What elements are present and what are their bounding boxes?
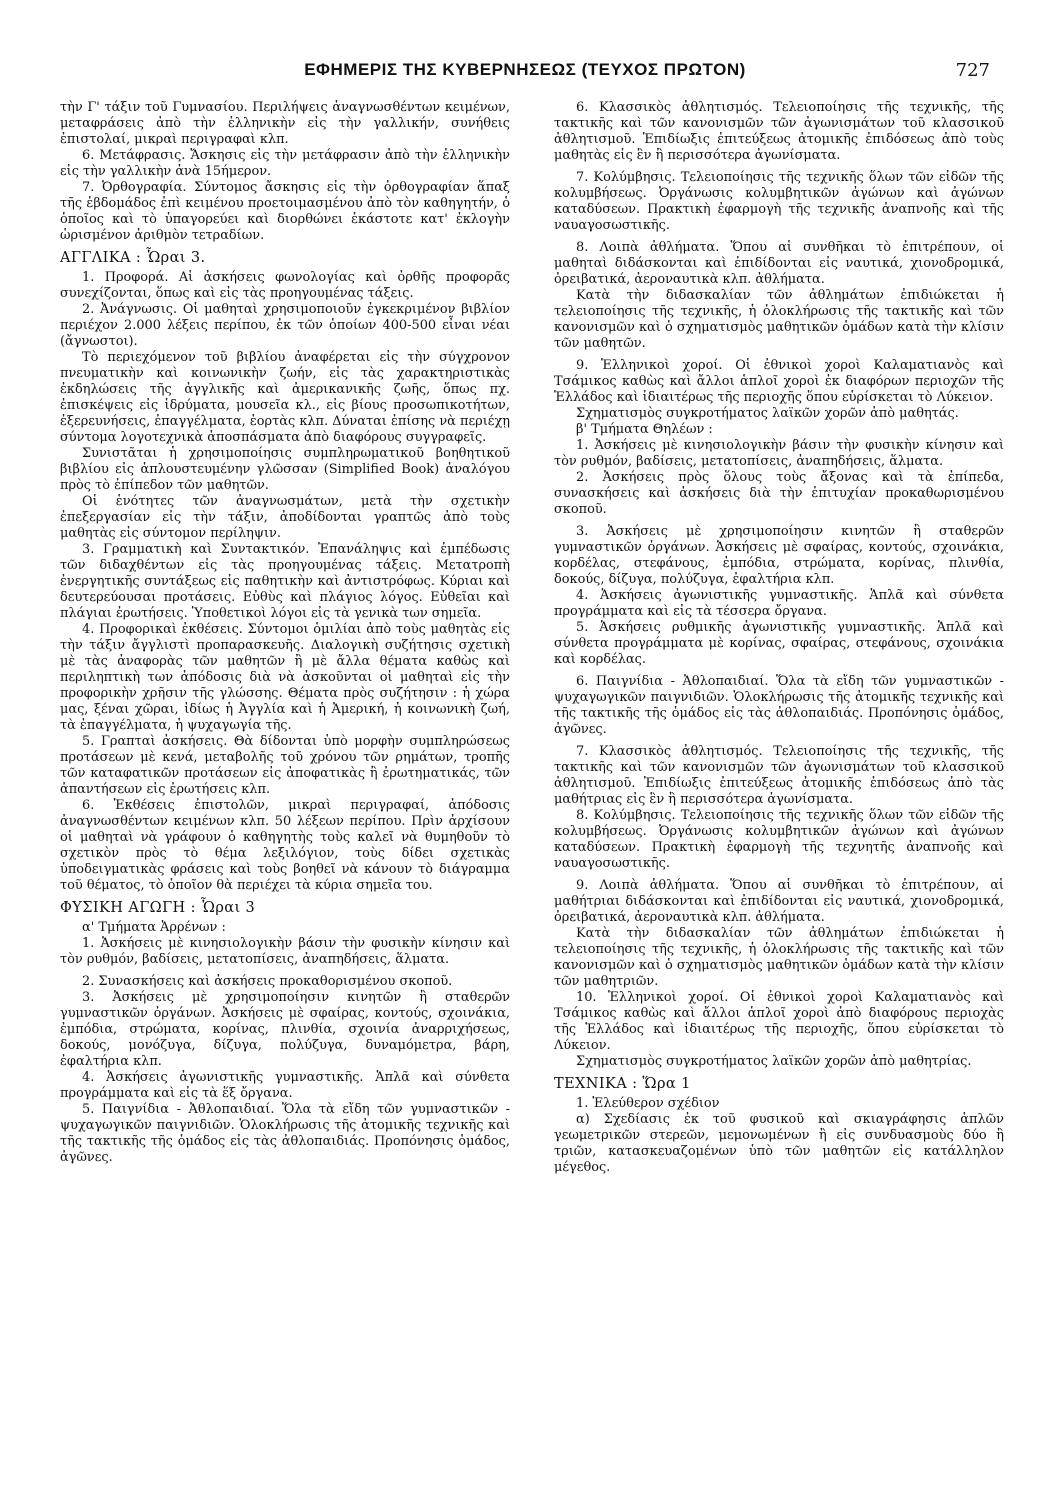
paragraph: Σχηματισμὸς συγκροτήματος λαϊκῶν χορῶν ἀπὸ μαθητάς. bbox=[576, 406, 959, 421]
paragraph: 1. Ἀσκήσεις μὲ κινησιολογικὴν βάσιν τὴν φυσικὴν κίνησιν καὶ τὸν ρυθμόν, βαδίσεις, μετατοπίσεις, ἀναπηδήσεις, ἅλματα. bbox=[60, 936, 510, 967]
paragraph: 7. Κολύμβησις. Τελειοποίησις τῆς τεχνικῆς ὅλων τῶν εἰδῶν τῆς κολυμβήσεως. Ὀργάνωσις κολυμβητικῶν ἀγώνων καὶ ἀγώνων καταδύσεων. Πρακτικὴ ἐφαρμογὴ τῆς τεχνικῆς ἀναπνοῆς καὶ τῆς ναυαγοσωστικῆς. bbox=[554, 170, 1004, 233]
paragraph: 4. Ἀσκήσεις ἀγωνιστικῆς γυμναστικῆς. Ἁπλᾶ καὶ σύνθετα προγράμματα καὶ εἰς τὰ τέσσερα ὄργανα. bbox=[554, 588, 1004, 619]
paragraph: 6. Κλασσικὸς ἀθλητισμός. Τελειοποίησις τῆς τεχνικῆς, τῆς τακτικῆς καὶ τῶν κανονισμῶν τῶν ἀγωνισμάτων τοῦ κλασσικοῦ ἀθλητισμοῦ. Ἐπιδίωξις ἐπιτεύξεως ἀτομικῆς ἐπιδόσεως ἀπὸ τοὺς μαθητὰς εἰς ἓν ἢ περισσότερα ἀγωνίσματα. bbox=[554, 100, 1004, 163]
paragraph: 3. Ἀσκήσεις μὲ χρησιμοποίησιν κινητῶν ἢ σταθερῶν γυμναστικῶν ὀργάνων. Ἀσκήσεις μὲ σφαίρας, κοντούς, σχοινάκια, ἐμπόδια, στρώματα, κορίνας, πλινθία, σχοινία ἀναρριχήσεως, δοκούς, μονόζυγα, δίζυγα, πολύζυγα, δυναμόμετρα, βάρη, ἐφαλτήρια κλπ. bbox=[60, 990, 510, 1069]
paragraph: 6. Παιγνίδια - Ἀθλοπαιδιαί. Ὅλα τὰ εἴδη τῶν γυμναστικῶν - ψυχαγωγικῶν παιγνιδιῶν. Ὁλοκλήρωσις τῆς ἀτομικῆς τεχνικῆς καὶ τῆς τακτικῆς τῆς ὁμάδος εἰς τὰς ἀθλοπαιδιάς. Προπόνησις ὁμάδος, ἀγῶνες. bbox=[554, 674, 1004, 737]
paragraph: 3. Γραμματικὴ καὶ Συντακτικόν. Ἐπανάληψις καὶ ἐμπέδωσις τῶν διδαχθέντων εἰς τὰς προηγουμένας τάξεις. Μετατροπὴ ἐνεργητικῆς συντάξεως εἰς παθητικὴν καὶ ἀντιστρόφως. Κύριαι καὶ δευτερεύουσαι προτάσεις. Εὐθὺς καὶ πλάγιος λόγος. Εὐθεῖαι καὶ πλάγιαι ἐρωτήσεις. Ὑποθετικοὶ λόγοι εἰς τὰ γενικὰ των σημεῖα. bbox=[60, 542, 510, 621]
paragraph: 5. Παιγνίδια - Ἀθλοπαιδιαί. Ὅλα τὰ εἴδη τῶν γυμναστικῶν - ψυχαγωγικῶν παιγνιδιῶν. Ὁλοκλήρωσις τῆς ἀτομικῆς τεχνικῆς καὶ τῆς τακτικῆς τῆς ὁμάδος εἰς τὰς ἀθλοπαιδιάς. Προπόνησις ὁμάδος, ἀγῶνες. bbox=[60, 1102, 510, 1165]
paragraph: 5. Ἀσκήσεις ρυθμικῆς ἀγωνιστικῆς γυμναστικῆς. Ἁπλᾶ καὶ σύνθετα προγράμματα μὲ κορίνας, σφαίρας, στεφάνους, σχοινάκια καὶ κορδέλας. bbox=[554, 620, 1004, 667]
page-header bbox=[60, 58, 990, 88]
paragraph: 2. Ἀσκήσεις πρὸς ὅλους τοὺς ἄξονας καὶ τὰ ἐπίπεδα, συνασκήσεις καὶ ἀσκήσεις διὰ τὴν ἐπιτυχίαν προκαθωρισμένου σκοποῦ. bbox=[554, 470, 1004, 517]
paragraph: 8. Κολύμβησις. Τελειοποίησις τῆς τεχνικῆς ὅλων τῶν εἰδῶν τῆς κολυμβήσεως. Ὀργάνωσις κολυμβητικῶν ἀγώνων καὶ ἀγώνων καταδύσεων. Πρακτικὴ ἐφαρμογὴ τῆς τεχνητῆς ἀναπνοῆς καὶ ναυαγοσωστικῆς. bbox=[554, 808, 1004, 871]
paragraph: Οἱ ἑνότητες τῶν ἀναγνωσμάτων, μετὰ τὴν σχετικὴν ἐπεξεργασίαν εἰς τὴν τάξιν, ἀποδίδονται γραπτῶς ἀπὸ τοὺς μαθητὰς εἰς σύντομον περίληψιν. bbox=[60, 494, 510, 541]
paragraph: 2. Ἀνάγνωσις. Οἱ μαθηταὶ χρησιμοποιοῦν ἐγκεκριμένον βιβλίον περιέχον 2.000 λέξεις περίπου, ἐκ τῶν ὁποίων 400-500 εἶναι νέαι (ἄγνωστοι). bbox=[60, 302, 510, 349]
paragraph: Κατὰ τὴν διδασκαλίαν τῶν ἀθλημάτων ἐπιδιώκεται ἡ τελειοποίησις τῆς τεχνικῆς, ἡ ὁλοκλήρωσις τῆς τακτικῆς καὶ τῶν κανονισμῶν καὶ ὁ σχηματισμὸς μαθητικῶν ὁμάδων κατὰ τὴν κλίσιν τῶν μαθητῶν. bbox=[554, 288, 1004, 351]
paragraph: Συνιστᾶται ἡ χρησιμοποίησις συμπληρωματικοῦ βοηθητικοῦ βιβλίου εἰς ἁπλουστευμένην γλῶσσαν (Simplified Book) ἀναλόγου πρὸς τὸ ἐπίπεδον τῶν μαθητῶν. bbox=[60, 446, 510, 493]
paragraph: 1. Ἀσκήσεις μὲ κινησιολογικὴν βάσιν τὴν φυσικὴν κίνησιν καὶ τὸν ρυθμόν, βαδίσεις, μετατοπίσεις, ἀναπηδήσεις, ἅλματα. bbox=[554, 438, 1004, 469]
paragraph: Κατὰ τὴν διδασκαλίαν τῶν ἀθλημάτων ἐπιδιώκεται ἡ τελειοποίησις τῆς τεχνικῆς, ἡ ὁλοκλήρωσις τῆς τακτικῆς καὶ τῶν κανονισμῶν καὶ ὁ σχηματισμὸς μαθητικῶν ὁμάδων κατὰ τὴν κλίσιν τῶν μαθητριῶν. bbox=[554, 926, 1004, 989]
right-column bbox=[554, 100, 1004, 1176]
paragraph: 6. Μετάφρασις. Ἄσκησις εἰς τὴν μετάφρασιν ἀπὸ τὴν ἑλληνικὴν εἰς τὴν γαλλικὴν ἀνὰ 15ήμερον. bbox=[60, 148, 510, 179]
paragraph: 9. Ἑλληνικοὶ χοροί. Οἱ ἐθνικοὶ χοροὶ Καλαματιανὸς καὶ Τσάμικος καθὼς καὶ ἄλλοι ἁπλοῖ χοροὶ ἐκ διαφόρων περιοχῶν τῆς Ἑλλάδος καὶ ἰδιαιτέρως τῆς περιοχῆς ὅπου εὑρίσκεται τὸ Λύκειον. bbox=[554, 358, 1004, 405]
section-heading-technical: ΤΕΧΝΙΚΑ : Ὥρα 1 bbox=[554, 1076, 691, 1092]
paragraph: 10. Ἑλληνικοὶ χοροί. Οἱ ἐθνικοὶ χοροὶ Καλαματιανὸς καὶ Τσάμικος καθὼς καὶ ἄλλοι ἁπλοῖ χοροὶ ἀπὸ διαφόρους περιοχὰς τῆς Ἑλλάδος καὶ ἰδιαιτέρως τῆς περιοχῆς, ὅπου εὑρίσκεται τὸ Λύκειον. bbox=[554, 990, 1004, 1053]
paragraph: α) Σχεδίασις ἐκ τοῦ φυσικοῦ καὶ σκιαγράφησις ἁπλῶν γεωμετρικῶν στερεῶν, μεμονωμένων ἢ εἰς συνδυασμοὺς δύο ἢ τριῶν, κατασκευαζομένων ὑπὸ τῶν μαθητῶν εἰς κατάλληλον μέγεθος. bbox=[554, 1112, 1004, 1175]
paragraph: 5. Γραπταὶ ἀσκήσεις. Θὰ δίδονται ὑπὸ μορφὴν συμπληρώσεως προτάσεων μὲ κενά, μεταβολῆς τοῦ χρόνου τῶν ρημάτων, τροπῆς τῶν καταφατικῶν προτάσεων εἰς ἀποφατικὰς ἢ ἐρωτηματικάς, τῶν ἀπαντήσεων εἰς ἐρωτήσεις κλπ. bbox=[60, 734, 510, 797]
paragraph: 6. Ἐκθέσεις ἐπιστολῶν, μικραὶ περιγραφαί, ἀπόδοσις ἀναγνωσθέντων κειμένων κλπ. 50 λέξεων περίπου. Πρὶν ἀρχίσουν οἱ μαθηταὶ νὰ γράφουν ὁ καθηγητὴς τοὺς καλεῖ νὰ θυμηθοῦν τὸ σχετικὸν πρὸς τὸ θέμα λεξιλόγιον, τοὺς δίδει σχετικὰς ὑποδειγματικὰς φράσεις καὶ τοὺς βοηθεῖ νὰ κάνουν τὸ διάγραμμα τοῦ θέματος, τὸ ὁποῖον θὰ περιέχει τὰ κύρια σημεῖα του. bbox=[60, 798, 510, 893]
paragraph: 7. Κλασσικὸς ἀθλητισμός. Τελειοποίησις τῆς τεχνικῆς, τῆς τακτικῆς καὶ τῶν κανονισμῶν τῶν ἀγωνισμάτων τοῦ κλασσικοῦ ἀθλητισμοῦ. Ἐπιδίωξις ἐπιτεύξεως ἀτομικῆς ἐπιδόσεως ἀπὸ τὰς μαθήτριας εἰς ἓν ἢ περισσότερα ἀγωνίσματα. bbox=[554, 744, 1004, 807]
paragraph: 8. Λοιπὰ ἀθλήματα. Ὅπου αἱ συνθῆκαι τὸ ἐπιτρέπουν, οἱ μαθηταὶ διδάσκονται καὶ ἐπιδίδονται εἰς ναυτικά, χιονοδρομικά, ὀρειβατικά, ἀεροναυτικὰ κλπ. ἀθλήματα. bbox=[554, 240, 1004, 287]
paragraph: 1. Προφορά. Αἱ ἀσκήσεις φωνολογίας καὶ ὀρθῆς προφορᾶς συνεχίζονται, ὅπως καὶ εἰς τὰς προηγουμένας τάξεις. bbox=[60, 270, 510, 301]
page-number: 727 bbox=[955, 60, 990, 81]
subsection-heading-girls: β' Τμήματα Θηλέων : bbox=[576, 422, 713, 437]
paragraph: 2. Συνασκήσεις καὶ ἀσκήσεις προκαθορισμένου σκοποῦ. bbox=[82, 974, 453, 989]
paragraph: τὴν Γ' τάξιν τοῦ Γυμνασίου. Περιλήψεις ἀναγνωσθέντων κειμένων, μεταφράσεις ἀπὸ τὴν ἑλληνικὴν εἰς τὴν γαλλικήν, συνήθεις ἐπιστολαί, μικραὶ περιγραφαὶ κλπ. bbox=[60, 100, 510, 147]
paragraph: 7. Ὀρθογραφία. Σύντομος ἄσκησις εἰς τὴν ὀρθογραφίαν ἅπαξ τῆς ἑβδομάδος ἐπὶ κειμένου προετοιμασμένου ἀπὸ τὸν καθηγητήν, ὁ ὁποῖος καὶ τὸ ὑπαγορεύει καὶ διορθώνει ἑκάστοτε κατ' ἐκλογὴν ὡρισμένον ἀριθμὸν τετραδίων. bbox=[60, 180, 510, 243]
section-heading-english: ΑΓΓΛΙΚΑ : Ὧραι 3. bbox=[60, 250, 206, 266]
subsection-heading-boys: α' Τμήματα Ἀρρένων : bbox=[82, 920, 226, 935]
paragraph: 4. Προφορικαὶ ἐκθέσεις. Σύντομοι ὁμιλίαι ἀπὸ τοὺς μαθητὰς εἰς τὴν τάξιν ἄγγλιστὶ προπαρασκευῆς. Διαλογικὴ συζήτησις σχετικὴ μὲ τὰς ἀναφορὰς τῶν μαθητῶν ἢ μὲ ἄλλα θέματα καθὼς καὶ περιληπτικὴ των ἀπόδοσις διὰ νὰ ἀσκοῦνται οἱ μαθηταὶ εἰς τὴν προφορικὴν χρῆσιν τῆς γλώσσης. Θέματα πρὸς συζήτησιν : ἡ χώρα μας, ξέναι χῶραι, ἰδίως ἡ Ἀγγλία καὶ ἡ Ἀμερική, ἡ κοινωνικὴ ζωή, τὰ ἐπαγγέλματα, ἡ ψυχαγωγία τῆς. bbox=[60, 622, 510, 733]
gazette-title: ΕΦΗΜΕΡΙΣ ΤΗΣ ΚΥΒΕΡΝΗΣΕΩΣ (ΤΕΥΧΟΣ ΠΡΩΤΟΝ) bbox=[304, 60, 746, 79]
subsection-heading-free-drawing: 1. Ἐλεύθερον σχέδιον bbox=[576, 1096, 720, 1111]
paragraph: Τὸ περιεχόμενον τοῦ βιβλίου ἀναφέρεται εἰς τὴν σύγχρονον πνευματικὴν καὶ κοινωνικὴν ζωήν, εἰς τὰς χαρακτηριστικὰς ἐκδηλώσεις τῆς ἀγγλικῆς καὶ ἀμερικανικῆς ζωῆς, ὅπως πχ. ἐπισκέψεις εἰς ἱδρύματα, μουσεῖα κλ., εἰς βίους προσωπικοτήτων, ἐξερευνήσεις, ἐπαγγέλματα, ἑορτὰς κλπ. Δύναται ἐπίσης νὰ περιέχῃ σύντομα λογοτεχνικὰ ἀποσπάσματα ἀπὸ διαφόρους συγγραφεῖς. bbox=[60, 350, 510, 445]
paragraph: 9. Λοιπὰ ἀθλήματα. Ὅπου αἱ συνθῆκαι τὸ ἐπιτρέπουν, αἱ μαθήτριαι διδάσκονται καὶ ἐπιδίδονται εἰς ναυτικά, χιονοδρομικά, ὀρειβατικά, ἀεροναυτικὰ κλπ. ἀθλήματα. bbox=[554, 878, 1004, 925]
paragraph: 3. Ἀσκήσεις μὲ χρησιμοποίησιν κινητῶν ἢ σταθερῶν γυμναστικῶν ὀργάνων. Ἀσκήσεις μὲ σφαίρας, κοντούς, σχοινάκια, κορδέλας, στεφάνους, ἐμπόδια, στρώματα, κορίνας, πλινθία, δοκούς, δίζυγα, πολύζυγα, ἐφαλτήρια κλπ. bbox=[554, 524, 1004, 587]
section-heading-physical-education: ΦΥΣΙΚΗ ΑΓΩΓΗ : Ὧραι 3 bbox=[60, 900, 256, 916]
paragraph: 4. Ἀσκήσεις ἀγωνιστικῆς γυμναστικῆς. Ἁπλᾶ καὶ σύνθετα προγράμματα καὶ εἰς τὰ ἕξ ὄργανα. bbox=[60, 1070, 510, 1101]
paragraph: Σχηματισμὸς συγκροτήματος λαϊκῶν χορῶν ἀπὸ μαθητρίας. bbox=[576, 1054, 972, 1069]
left-column bbox=[60, 100, 510, 1166]
